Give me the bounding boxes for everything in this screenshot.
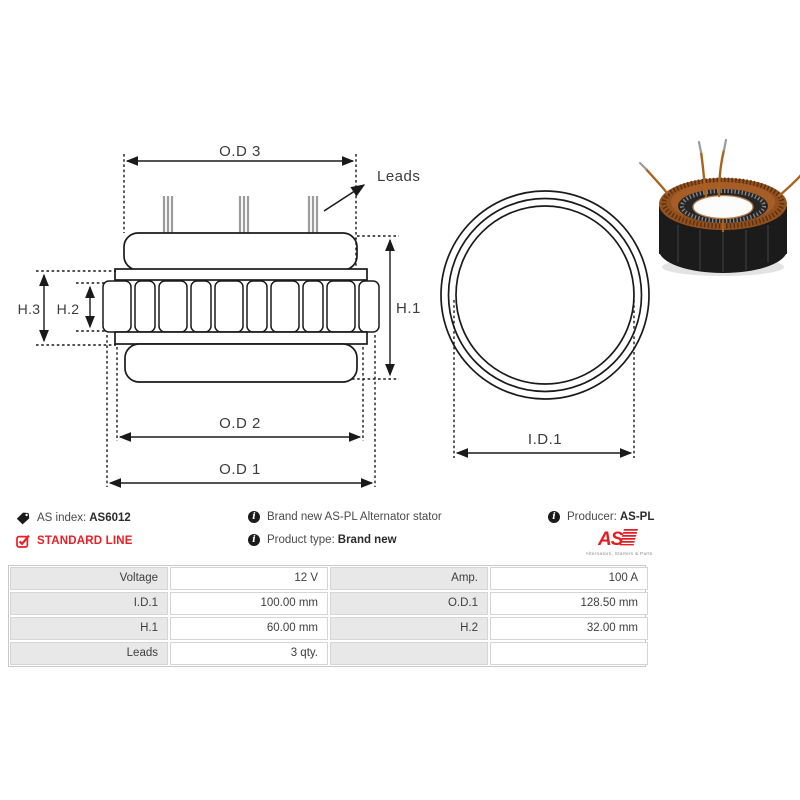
- spec-value: 60.00 mm: [170, 617, 328, 640]
- spec-label: Amp.: [330, 567, 488, 590]
- spec-label: I.D.1: [10, 592, 168, 615]
- spec-value: 100.00 mm: [170, 592, 328, 615]
- standard-line-text: STANDARD LINE: [37, 535, 133, 547]
- spec-label: Voltage: [10, 567, 168, 590]
- spec-value: 128.50 mm: [490, 592, 648, 615]
- info-icon: i: [248, 534, 260, 546]
- spec-label: O.D.1: [330, 592, 488, 615]
- spec-table: [8, 565, 646, 667]
- standard-line-row: [16, 534, 133, 548]
- stator-side-view: [18, 143, 421, 487]
- checkbox-checked-icon: [16, 534, 30, 548]
- inner-ring: [456, 206, 634, 384]
- spec-label: [330, 642, 488, 665]
- lead-wires: [164, 196, 317, 233]
- logo-as-text: AS: [598, 529, 623, 550]
- outer-ring: [441, 191, 649, 399]
- h2-dimension: [76, 283, 105, 331]
- spec-label: H.1: [10, 617, 168, 640]
- od1-label: O.D 1: [219, 461, 261, 478]
- producer-text: Producer: AS-PL: [567, 511, 655, 523]
- logo-tagline: Alternators, Starters & Parts: [586, 552, 653, 557]
- id1-label: I.D.1: [527, 431, 563, 448]
- product-type-row: [248, 534, 397, 546]
- info-icon: i: [248, 511, 260, 523]
- spec-value: [490, 642, 648, 665]
- h2-label: H.2: [56, 301, 80, 317]
- upper-flange: [115, 269, 367, 280]
- as-pl-logo: [586, 527, 656, 559]
- h3-label: H.3: [17, 301, 41, 317]
- as-index-row: [16, 511, 131, 525]
- description-text: Brand new AS-PL Alternator stator: [267, 511, 442, 523]
- spec-value: 100 A: [490, 567, 648, 590]
- product-type-text: Product type: Brand new: [267, 534, 397, 546]
- producer-row: [548, 511, 654, 523]
- leads-callout: [324, 185, 364, 211]
- middle-ring: [449, 199, 642, 392]
- stator-front-view: [441, 191, 649, 458]
- spec-label: H.2: [330, 617, 488, 640]
- spec-value: 12 V: [170, 567, 328, 590]
- as-index-text: AS index: AS6012: [37, 512, 131, 524]
- od3-label: O.D 3: [219, 143, 261, 160]
- spec-value: 32.00 mm: [490, 617, 648, 640]
- leads-label: Leads: [377, 168, 421, 185]
- od2-label: O.D 2: [219, 415, 261, 432]
- spec-value: 3 qty.: [170, 642, 328, 665]
- h1-label: H.1: [396, 300, 421, 317]
- lower-flange: [115, 332, 367, 344]
- spec-label: Leads: [10, 642, 168, 665]
- lower-end-winding: [125, 344, 357, 382]
- description-row: [248, 511, 442, 523]
- laminated-core: [103, 281, 379, 332]
- info-icon: i: [548, 511, 560, 523]
- tag-icon: [16, 511, 30, 525]
- stator-photo: [640, 140, 800, 276]
- center-hole: [693, 196, 753, 219]
- upper-end-winding: [124, 233, 357, 270]
